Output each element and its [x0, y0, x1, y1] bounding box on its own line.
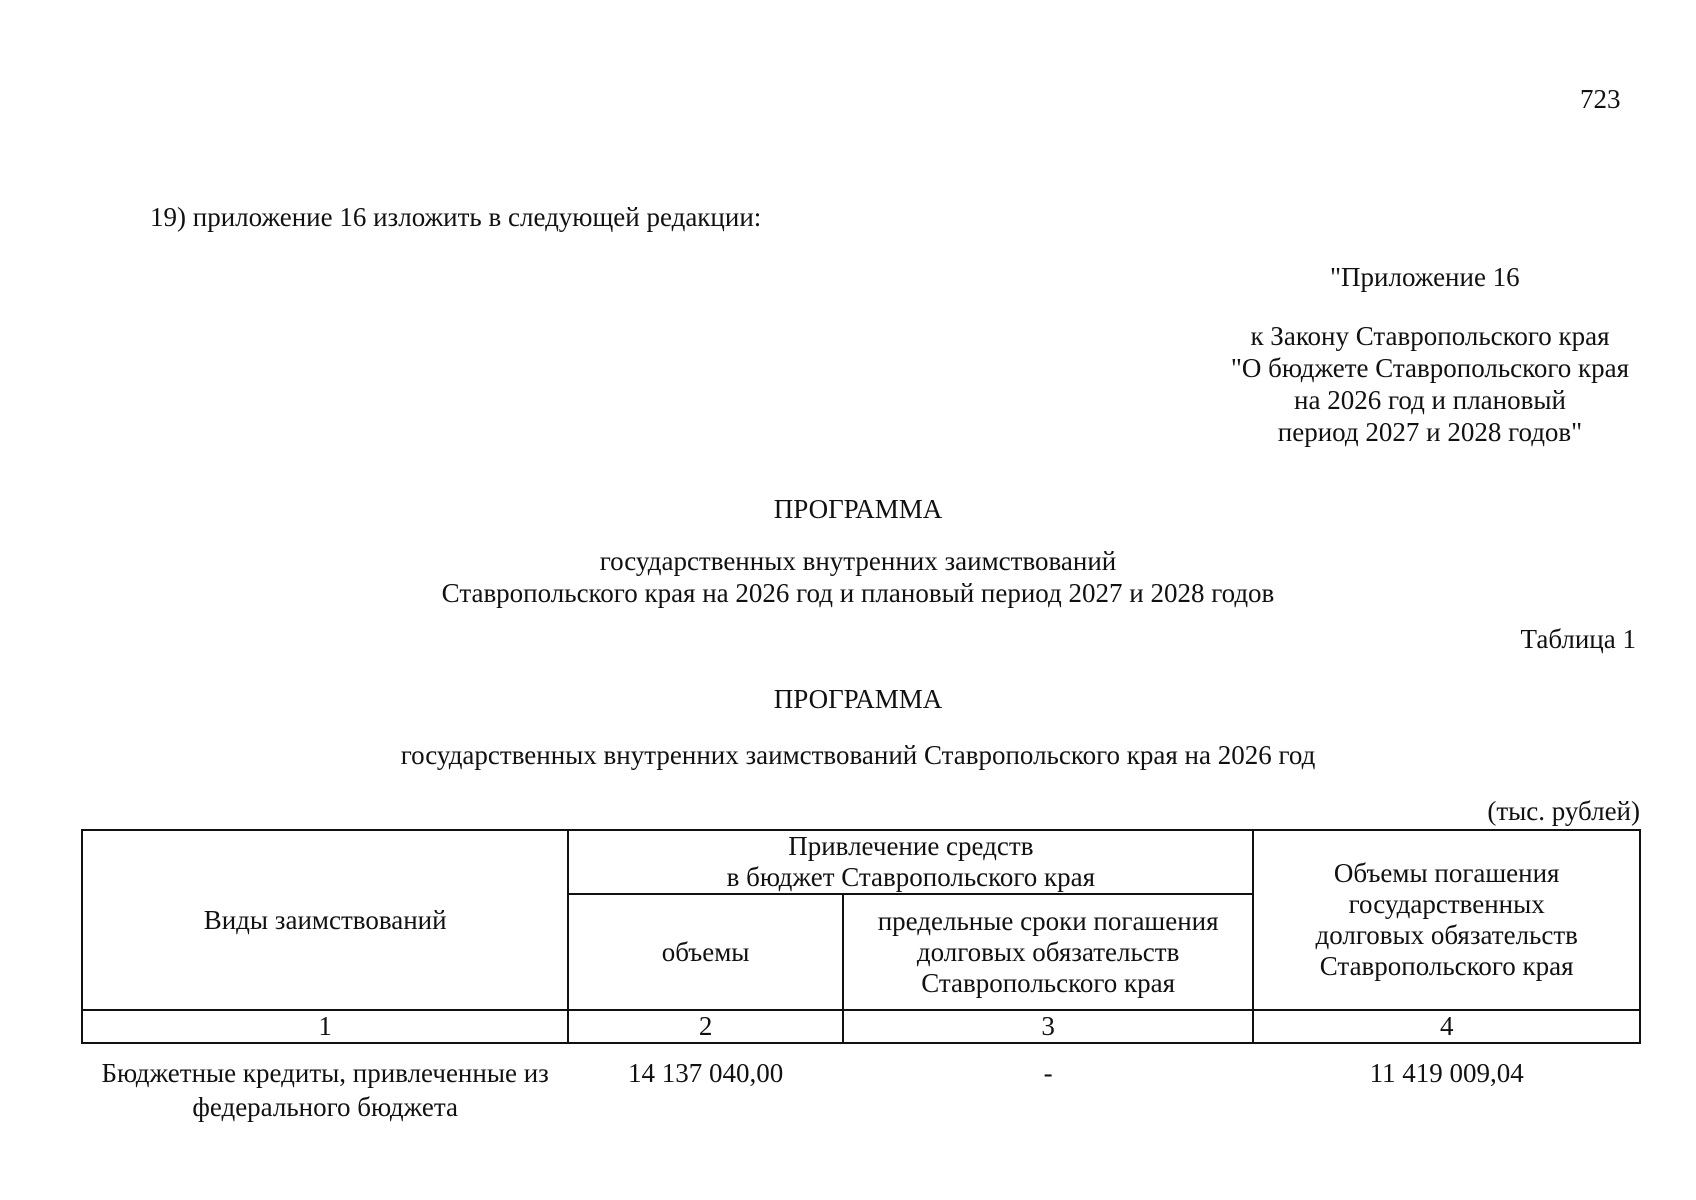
header-repayment-terms — [843, 894, 1254, 1010]
program-subtitle-line: государственных внутренних заимствований — [599, 546, 1117, 576]
appendix-line: период 2027 и 2028 годов" — [1277, 417, 1583, 447]
table-header-row — [82, 830, 1640, 894]
header-col3-line: предельные сроки погашения — [877, 905, 1219, 936]
header-loan-types — [82, 830, 568, 1010]
row-volume: 14 137 040,00 — [627, 1058, 784, 1088]
appendix-line: на 2026 год и плановый — [1294, 385, 1566, 415]
column-number: 1 — [82, 1010, 568, 1043]
page-number: 723 — [1580, 84, 1621, 114]
header-col4-line: долговых обязательств — [1315, 920, 1578, 950]
header-repayment-volumes — [1253, 830, 1640, 1010]
header-col3-line: долговых обязательств — [916, 936, 1180, 967]
header-col4-line: Ставропольского края — [1319, 951, 1574, 981]
table-row — [82, 1043, 1640, 1124]
appendix-subtitle — [1210, 320, 1650, 448]
program-subtitle-line: Ставропольского края на 2026 год и плановый период 2027 и 2028 годов — [441, 578, 1275, 608]
column-number-row — [82, 1010, 1640, 1043]
header-col4-line: Объемы погашения — [1333, 858, 1560, 888]
appendix-line: "О бюджете Ставропольского края — [1230, 353, 1630, 383]
intro-paragraph: 19) приложение 16 изложить в следующей редакции: — [150, 202, 762, 232]
header-group-line: в бюджет Ставропольского края — [726, 862, 1096, 892]
unit-label: (тыс. рублей) — [1487, 796, 1640, 826]
row-loan-type-line: Бюджетные кредиты, привлеченные из — [101, 1058, 549, 1088]
table-subtitle: государственных внутренних заимствований Ставропольского края на 2026 год — [400, 740, 1316, 770]
table-heading: ПРОГРАММА — [773, 684, 943, 714]
header-attraction-group — [568, 830, 1253, 894]
appendix-line: к Закону Ставропольского края — [1250, 321, 1610, 351]
header-col3-line: Ставропольского края — [921, 967, 1176, 998]
header-col4-line: государственных — [1348, 889, 1545, 919]
row-loan-type-line: федерального бюджета — [192, 1092, 458, 1122]
appendix-title: "Приложение 16 — [1330, 262, 1520, 292]
column-number: 3 — [843, 1010, 1254, 1043]
header-volumes-label: объемы — [661, 936, 750, 967]
row-loan-type — [82, 1043, 568, 1124]
table-label: Таблица 1 — [1520, 624, 1636, 654]
header-volumes — [568, 894, 843, 1010]
header-loan-types-label: Виды заимствований — [203, 904, 447, 935]
header-group-line: Привлечение средств — [788, 831, 1034, 861]
program-heading: ПРОГРАММА — [773, 494, 943, 524]
borrowings-table — [81, 829, 1641, 1124]
row-repayment: 11 419 009,04 — [1369, 1058, 1524, 1088]
row-term: - — [1043, 1058, 1053, 1088]
column-number: 4 — [1253, 1010, 1640, 1043]
column-number: 2 — [568, 1010, 843, 1043]
